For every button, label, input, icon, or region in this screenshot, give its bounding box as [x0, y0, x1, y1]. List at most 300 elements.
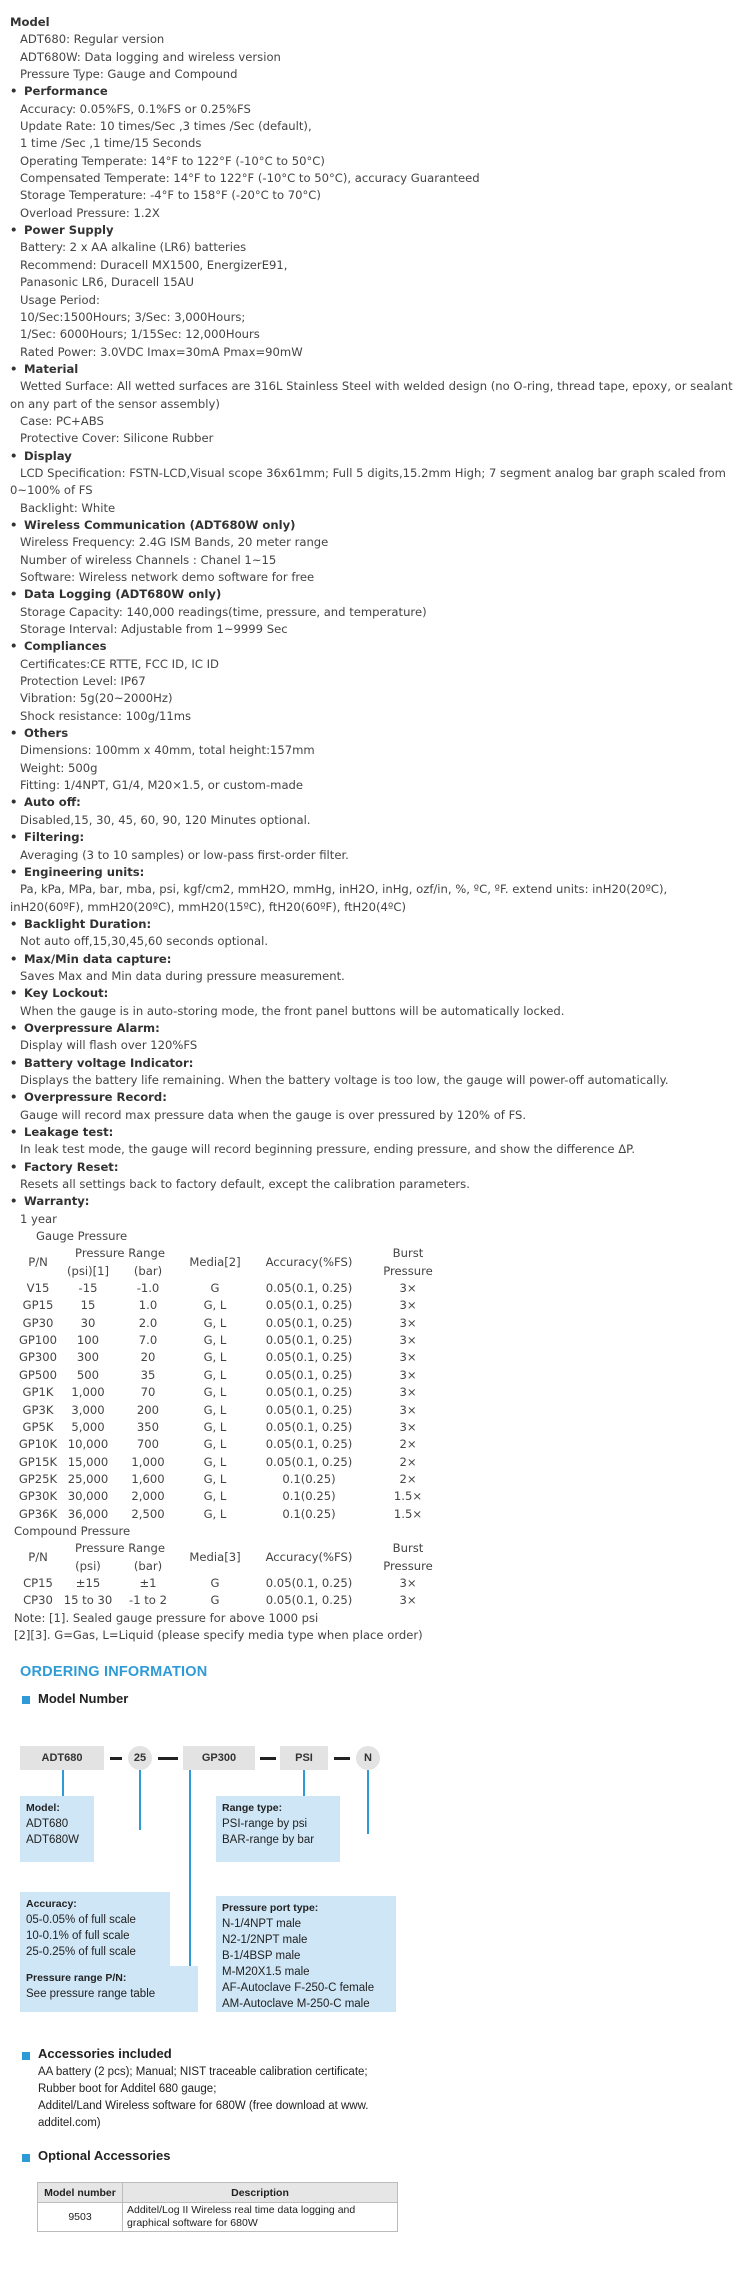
table-cell: 1,000	[71, 1385, 105, 1400]
table-row	[16, 1402, 448, 1419]
note-line: [2][3]. G=Gas, L=Liquid (please specify media type when place order)	[14, 1627, 423, 1642]
table-cell: G, L	[203, 1419, 227, 1434]
column-header-range: Pressure Range	[75, 1246, 165, 1261]
model-box-title: Model:	[26, 1802, 60, 1814]
accessory-line: Rubber boot for Additel 680 gauge;	[38, 2083, 217, 2095]
table-cell: 30	[80, 1315, 96, 1330]
section-title	[10, 1124, 740, 1141]
table-cell: 70	[140, 1385, 156, 1400]
table-cell: 0.05(0.1, 0.25)	[265, 1593, 353, 1608]
table-cell: G	[210, 1575, 220, 1590]
table-row	[16, 1349, 448, 1366]
column-header-accuracy: Accuracy(%FS)	[265, 1549, 353, 1564]
spec-line: Backlight: White	[20, 500, 116, 515]
table-cell: 25,000	[67, 1471, 109, 1486]
table-row	[16, 1506, 448, 1523]
range-type-box	[216, 1796, 340, 1862]
table-cell: 0.05(0.1, 0.25)	[265, 1402, 353, 1417]
column-header-burst	[368, 1245, 448, 1280]
table-cell: 30,000	[67, 1489, 109, 1504]
table-cell: 0.05(0.1, 0.25)	[265, 1298, 353, 1313]
table-cell: GP10K	[18, 1437, 58, 1452]
table-cell: 2,000	[131, 1489, 165, 1504]
section-title	[10, 916, 740, 933]
section-title	[10, 222, 740, 239]
table-cell: 2,500	[131, 1506, 165, 1521]
table-cell: G, L	[203, 1471, 227, 1486]
table-cell: G, L	[203, 1298, 227, 1313]
spec-line: Case: PC+ABS	[20, 413, 104, 428]
table-cell: 1.5×	[393, 1489, 423, 1504]
burst-label: Pressure	[383, 1558, 433, 1573]
connector-line	[62, 1770, 64, 1796]
table-cell: -15	[78, 1281, 98, 1296]
note-line: Note: [1]. Sealed gauge pressure for above 1000 psi	[14, 1610, 319, 1625]
table-row	[16, 1454, 448, 1471]
table-cell: 200	[136, 1402, 160, 1417]
table-cell: 7.0	[138, 1333, 158, 1348]
spec-line: Not auto off,15,30,45,60 seconds optional.	[20, 934, 269, 949]
table-cell: 3×	[399, 1315, 417, 1330]
table-cell: V15	[26, 1281, 50, 1296]
table-cell: 0.05(0.1, 0.25)	[265, 1367, 353, 1382]
table-cell: 15	[80, 1298, 96, 1313]
table-cell: 350	[136, 1419, 160, 1434]
table-row	[16, 1384, 448, 1401]
table-cell: GP100	[18, 1333, 58, 1348]
section-title	[10, 448, 740, 465]
bullet-icon: •	[10, 639, 18, 654]
section-title-text: Data Logging (ADT680W only)	[24, 587, 222, 602]
table-cell: 3×	[399, 1419, 417, 1434]
square-bullet-icon	[22, 2052, 30, 2060]
gauge-pressure-table	[16, 1245, 448, 1523]
table-cell: G, L	[203, 1333, 227, 1348]
bullet-icon: •	[10, 223, 18, 238]
table-cell: 0.05(0.1, 0.25)	[265, 1575, 353, 1590]
spec-line: Averaging (3 to 10 samples) or low-pass first-order filter.	[20, 847, 349, 862]
column-header-pn: P/N	[28, 1255, 48, 1270]
bullet-icon: •	[10, 517, 18, 532]
table-cell: 500	[76, 1367, 100, 1382]
table-row	[16, 1488, 448, 1505]
spec-line: Vibration: 5g(20~2000Hz)	[20, 691, 173, 706]
spec-line: Rated Power: 3.0VDC Imax=30mA Pmax=90mW	[20, 344, 303, 359]
table-cell: 5,000	[71, 1419, 105, 1434]
section-title-text: Backlight Duration:	[24, 916, 152, 931]
section-title	[10, 361, 740, 378]
section-title	[10, 517, 740, 534]
spec-line: Storage Interval: Adjustable from 1~9999 Sec	[20, 622, 288, 637]
table-cell: 9503	[38, 2203, 123, 2232]
ordering-information	[0, 1660, 750, 2275]
table-cell: G, L	[203, 1454, 227, 1469]
table-cell: 0.05(0.1, 0.25)	[265, 1350, 353, 1365]
segment-range-type: PSI	[280, 1746, 328, 1770]
segment-range: GP300	[183, 1746, 255, 1770]
column-header-pn: P/N	[28, 1549, 48, 1564]
spec-line: Compensated Temperate: 14°F to 122°F (-10°C to 50°C), accuracy Guaranteed	[20, 171, 480, 186]
column-header: Description	[123, 2183, 398, 2203]
spec-line: Storage Capacity: 140,000 readings(time, pressure, and temperature)	[20, 604, 427, 619]
table-cell: 0.05(0.1, 0.25)	[265, 1333, 353, 1348]
table-cell: 3×	[399, 1333, 417, 1348]
table-row	[16, 1280, 448, 1297]
burst-label: Burst	[392, 1246, 424, 1261]
table-cell: 3×	[399, 1298, 417, 1313]
spec-line: Weight: 500g	[20, 760, 98, 775]
table-row	[16, 1419, 448, 1436]
table-cell: 2×	[399, 1437, 417, 1452]
section-title	[10, 794, 740, 811]
bullet-icon: •	[10, 1020, 18, 1035]
table-cell: 0.1(0.25)	[282, 1489, 336, 1504]
spec-line: Protective Cover: Silicone Rubber	[20, 431, 214, 446]
table-cell: CP15	[23, 1575, 53, 1590]
column-header-bar: (bar)	[133, 1558, 163, 1573]
spec-line: Protection Level: IP67	[20, 674, 146, 689]
table-cell: G, L	[203, 1367, 227, 1382]
port-type-box-line: N2-1/2NPT male	[222, 1934, 308, 1946]
table-cell: 0.05(0.1, 0.25)	[265, 1385, 353, 1400]
section-title	[10, 829, 740, 846]
section-title	[10, 1159, 740, 1176]
bullet-icon: •	[10, 1055, 18, 1070]
section-title	[10, 586, 740, 603]
table-cell: GP1K	[22, 1385, 54, 1400]
bullet-icon: •	[10, 830, 18, 845]
table-cell: G, L	[203, 1350, 227, 1365]
spec-line: Software: Wireless network demo software for free	[20, 570, 315, 584]
table-row	[38, 2203, 398, 2232]
table-row	[16, 1332, 448, 1349]
table-cell: 0.1(0.25)	[282, 1506, 336, 1521]
accessory-line: additel.com)	[38, 2117, 101, 2129]
spec-line: Displays the battery life remaining. When the battery voltage is too low, the gauge will power-off automatically.	[20, 1072, 669, 1087]
port-type-box-line: B-1/4BSP male	[222, 1950, 301, 1962]
spec-line: Pressure Type: Gauge and Compound	[20, 67, 238, 82]
table-cell: Additel/Log II Wireless real time data logging and graphical software for 680W	[123, 2203, 398, 2232]
table-header-row	[16, 1245, 448, 1262]
spec-line: 10/Sec:1500Hours; 3/Sec: 3,000Hours;	[20, 309, 246, 324]
segment-model: ADT680	[20, 1746, 104, 1770]
burst-label: Pressure	[383, 1263, 433, 1278]
spec-line: Dimensions: 100mm x 40mm, total height:157mm	[20, 743, 315, 758]
table-cell: CP30	[23, 1593, 53, 1608]
table-cell: 2×	[399, 1471, 417, 1486]
table-cell: -1.0	[136, 1281, 160, 1296]
table-cell: G, L	[203, 1437, 227, 1452]
table-cell: GP500	[18, 1367, 58, 1382]
table-cell: GP25K	[18, 1471, 58, 1486]
table-cell: 0.05(0.1, 0.25)	[265, 1454, 353, 1469]
spec-line: Wireless Frequency: 2.4G ISM Bands, 20 meter range	[20, 535, 329, 550]
table-header-row	[38, 2183, 398, 2203]
table-cell: 15 to 30	[63, 1593, 113, 1608]
specifications	[10, 14, 740, 1644]
bullet-icon: •	[10, 84, 18, 99]
optional-accessories-table	[37, 2182, 398, 2232]
spec-line: Recommend: Duracell MX1500, EnergizerE91,	[20, 257, 288, 272]
range-type-box-line: BAR-range by bar	[222, 1834, 315, 1846]
connector-line	[139, 1770, 141, 1830]
spec-line: Storage Temperature: -4°F to 158°F (-20°C to 70°C)	[20, 188, 321, 203]
model-box-line: ADT680W	[26, 1834, 80, 1846]
burst-label: Burst	[392, 1541, 424, 1556]
spec-line: Pa, kPa, MPa, bar, mba, psi, kgf/cm2, mmH2O, mmHg, inH2O, inHg, ozf/in, %, ºC, ºF. extend units: inH20(20ºC), inH20(60ºF), mmH20(20ºC), mmH20(15ºC), ftH20(60ºF), ftH20(4ºC)	[10, 882, 668, 914]
spec-line: 1 time /Sec ,1 time/15 Seconds	[20, 136, 202, 151]
table-cell: 2×	[399, 1454, 417, 1469]
table-row	[16, 1367, 448, 1384]
bullet-icon: •	[10, 795, 18, 810]
range-type-box-line: PSI-range by psi	[222, 1818, 308, 1830]
bullet-icon: •	[10, 1159, 18, 1174]
table-row	[16, 1315, 448, 1332]
table-cell: G	[210, 1593, 220, 1608]
section-title-text: Warranty:	[24, 1194, 90, 1209]
table-cell: 2.0	[138, 1315, 158, 1330]
compound-pressure-table	[16, 1540, 448, 1609]
bullet-icon: •	[10, 448, 18, 463]
column-header-range: Pressure Range	[75, 1541, 165, 1556]
table-cell: 36,000	[67, 1506, 109, 1521]
column-header-psi: (psi)	[75, 1558, 101, 1573]
table-cell: 1,600	[131, 1471, 165, 1486]
table-cell: 0.05(0.1, 0.25)	[265, 1281, 353, 1296]
spec-line: Panasonic LR6, Duracell 15AU	[20, 275, 195, 290]
model-box	[20, 1796, 94, 1862]
section-title	[10, 83, 740, 100]
gauge-pressure-title: Gauge Pressure	[36, 1229, 128, 1244]
table-cell: 700	[136, 1437, 160, 1452]
table-row	[16, 1436, 448, 1453]
spec-line: Saves Max and Min data during pressure measurement.	[20, 968, 345, 983]
table-cell: 300	[76, 1350, 100, 1365]
table-cell: 0.05(0.1, 0.25)	[265, 1315, 353, 1330]
model-box-line: ADT680	[26, 1818, 69, 1830]
section-title-text: Material	[24, 361, 79, 376]
section-title-text: Performance	[24, 84, 108, 99]
column-header-accuracy: Accuracy(%FS)	[265, 1255, 353, 1270]
section-title-text: Key Lockout:	[24, 986, 109, 1001]
section-title	[10, 864, 740, 881]
accessory-line: AA battery (2 pcs); Manual; NIST traceable calibration certificate;	[38, 2066, 368, 2078]
spec-line: 1/Sec: 6000Hours; 1/15Sec: 12,000Hours	[20, 327, 260, 342]
bullet-icon: •	[10, 986, 18, 1001]
section-title	[10, 1193, 740, 1210]
section-title-text: Others	[24, 726, 69, 741]
table-cell: GP300	[18, 1350, 58, 1365]
segment-accuracy: 25	[128, 1746, 152, 1770]
table-cell: G, L	[203, 1315, 227, 1330]
spec-line: Shock resistance: 100g/11ms	[20, 708, 192, 723]
spec-line: LCD Specification: FSTN-LCD,Visual scope 36x61mm; Full 5 digits,15.2mm High; 7 segment analog bar graph scaled from 0~100% of FS	[10, 465, 726, 498]
table-cell: GP36K	[18, 1506, 58, 1521]
port-type-box-line: N-1/4NPT male	[222, 1918, 302, 1930]
section-title	[10, 1089, 740, 1106]
table-cell: G, L	[203, 1385, 227, 1400]
bullet-icon: •	[10, 1125, 18, 1139]
ordering-title: ORDERING INFORMATION	[20, 1664, 208, 1680]
port-type-box-line: AF-Autoclave F-250-C female	[222, 1982, 375, 1994]
section-title-text: Model	[10, 15, 50, 29]
connector-line	[367, 1770, 369, 1834]
separator-dash	[158, 1757, 178, 1760]
section-title-text: Overpressure Alarm:	[24, 1020, 160, 1035]
table-cell: 35	[140, 1367, 156, 1382]
port-type-box-line: M-M20X1.5 male	[222, 1966, 310, 1978]
square-bullet-icon	[22, 2154, 30, 2162]
bullet-icon: •	[10, 916, 18, 931]
spec-line: Fitting: 1/4NPT, G1/4, M20×1.5, or custom-made	[20, 778, 304, 793]
section-title	[10, 725, 740, 742]
column-header-psi: (psi)[1]	[66, 1263, 110, 1278]
port-type-box	[216, 1896, 396, 2012]
section-title-text: Auto off:	[24, 795, 81, 810]
table-cell: ±15	[75, 1575, 101, 1590]
column-header-media: Media[3]	[189, 1549, 241, 1564]
table-cell: 0.05(0.1, 0.25)	[265, 1437, 353, 1452]
section-title	[10, 1055, 740, 1072]
table-row	[16, 1471, 448, 1488]
table-cell: GP5K	[22, 1419, 54, 1434]
section-title	[10, 985, 740, 1002]
separator-dash	[110, 1757, 122, 1760]
table-cell: GP30K	[18, 1489, 58, 1504]
pressure-range-box-line: See pressure range table	[26, 1988, 156, 2000]
column-header-bar: (bar)	[133, 1263, 163, 1278]
section-title-text: Leakage test:	[24, 1125, 114, 1139]
accuracy-box-title: Accuracy:	[26, 1898, 77, 1910]
spec-line: In leak test mode, the gauge will record beginning pressure, ending pressure, and show the difference ΔP.	[20, 1142, 636, 1157]
table-cell: 3,000	[71, 1402, 105, 1417]
spec-line: Overload Pressure: 1.2X	[20, 205, 160, 220]
section-title-text: Overpressure Record:	[24, 1090, 167, 1105]
spec-line: Usage Period:	[20, 292, 100, 307]
table-cell: 3×	[399, 1385, 417, 1400]
pressure-range-box-title: Pressure range P/N:	[26, 1972, 127, 1984]
section-title-text: Power Supply	[24, 223, 114, 238]
table-cell: GP15K	[18, 1454, 58, 1469]
table-cell: 3×	[399, 1593, 417, 1608]
pressure-range-box	[20, 1966, 198, 2012]
section-title	[10, 14, 740, 31]
table-cell: 3×	[399, 1350, 417, 1365]
bullet-icon: •	[10, 587, 18, 602]
port-type-box-title: Pressure port type:	[222, 1902, 319, 1914]
table-cell: 3×	[399, 1281, 417, 1296]
connector-line	[189, 1770, 191, 1966]
bullet-icon: •	[10, 361, 18, 376]
bullet-icon: •	[10, 1194, 18, 1209]
section-title	[10, 638, 740, 655]
table-cell: G	[210, 1281, 220, 1296]
section-title-text: Engineering units:	[24, 864, 145, 879]
section-title-text: Factory Reset:	[24, 1159, 119, 1174]
spec-line: ADT680: Regular version	[20, 32, 165, 47]
spec-line: Wetted Surface: All wetted surfaces are 316L Stainless Steel with welded design (no O-ring, thread tape, epoxy, or sealant on any part of the sensor assembly)	[10, 379, 733, 411]
range-type-box-title: Range type:	[222, 1802, 283, 1814]
table-cell: G, L	[203, 1506, 227, 1521]
section-title	[10, 1020, 740, 1037]
accuracy-box	[20, 1892, 170, 1974]
table-row	[16, 1575, 448, 1592]
section-title-text: Display	[24, 448, 72, 463]
table-cell: G, L	[203, 1402, 227, 1417]
spec-line: Gauge will record max pressure data when the gauge is over pressured by 120% of FS.	[20, 1107, 527, 1122]
spec-line: Certificates:CE RTTE, FCC ID, IC ID	[20, 656, 219, 671]
table-cell: 3×	[399, 1402, 417, 1417]
table-cell: 0.05(0.1, 0.25)	[265, 1419, 353, 1434]
accuracy-box-line: 10-0.1% of full scale	[26, 1930, 130, 1942]
table-header-row	[16, 1540, 448, 1557]
column-header: Model number	[38, 2183, 123, 2203]
spec-line: Disabled,15, 30, 45, 60, 90, 120 Minutes optional.	[20, 812, 311, 827]
table-cell: 3×	[399, 1367, 417, 1382]
accessory-line: Additel/Land Wireless software for 680W (free download at www.	[38, 2100, 369, 2112]
section-title-text: Max/Min data capture:	[24, 951, 172, 966]
table-cell: GP15	[22, 1298, 54, 1313]
separator-dash	[260, 1757, 276, 1760]
accessories-list	[38, 2064, 368, 2132]
section-title-text: Filtering:	[24, 830, 85, 845]
accuracy-box-line: 25-0.25% of full scale	[26, 1946, 136, 1958]
segment-port: N	[356, 1746, 380, 1770]
optional-accessories-heading: Optional Accessories	[38, 2148, 171, 2163]
table-cell: 1.0	[138, 1298, 158, 1313]
bullet-icon: •	[10, 1090, 18, 1105]
accessories-heading: Accessories included	[38, 2046, 172, 2061]
table-cell: -1 to 2	[129, 1593, 167, 1608]
section-title-text: Wireless Communication (ADT680W only)	[24, 517, 296, 532]
connector-line	[303, 1770, 305, 1796]
table-cell: 100	[76, 1333, 100, 1348]
spec-line: Operating Temperate: 14°F to 122°F (-10°C to 50°C)	[20, 153, 325, 168]
table-cell: 3×	[399, 1575, 417, 1590]
spec-line: Display will flash over 120%FS	[20, 1038, 198, 1053]
compound-pressure-title: Compound Pressure	[14, 1523, 131, 1538]
square-bullet-icon	[22, 1696, 30, 1704]
model-number-heading: Model Number	[38, 1691, 129, 1706]
accuracy-box-line: 05-0.05% of full scale	[26, 1914, 136, 1926]
bullet-icon: •	[10, 864, 18, 879]
bullet-icon: •	[10, 726, 18, 741]
bullet-icon: •	[10, 951, 18, 966]
spec-line: Number of wireless Channels : Chanel 1~15	[20, 552, 277, 567]
table-cell: 10,000	[67, 1437, 109, 1452]
section-title-text: Battery voltage Indicator:	[24, 1055, 194, 1070]
port-type-box-line: AM-Autoclave M-250-C male	[222, 1998, 370, 2010]
spec-line: Accuracy: 0.05%FS, 0.1%FS or 0.25%FS	[20, 101, 251, 116]
table-row	[16, 1297, 448, 1314]
table-cell: 15,000	[67, 1454, 109, 1469]
table-cell: ±1	[139, 1575, 157, 1590]
table-cell: 0.1(0.25)	[282, 1471, 336, 1486]
section-title-text: Compliances	[24, 639, 107, 654]
spec-line: Update Rate: 10 times/Sec ,3 times /Sec (default),	[20, 119, 312, 134]
table-cell: 20	[140, 1350, 156, 1365]
spec-line: Resets all settings back to factory default, except the calibration parameters.	[20, 1177, 470, 1192]
section-title	[10, 951, 740, 968]
table-cell: 1,000	[131, 1454, 165, 1469]
column-header-burst	[368, 1540, 448, 1575]
spec-line: Battery: 2 x AA alkaline (LR6) batteries	[20, 240, 247, 255]
column-header-media: Media[2]	[189, 1255, 241, 1270]
table-cell: GP3K	[22, 1402, 54, 1417]
spec-line: ADT680W: Data logging and wireless version	[20, 49, 281, 64]
table-cell: 1.5×	[393, 1506, 423, 1521]
spec-line: When the gauge is in auto-storing mode, the front panel buttons will be automatically locked.	[20, 1003, 565, 1018]
